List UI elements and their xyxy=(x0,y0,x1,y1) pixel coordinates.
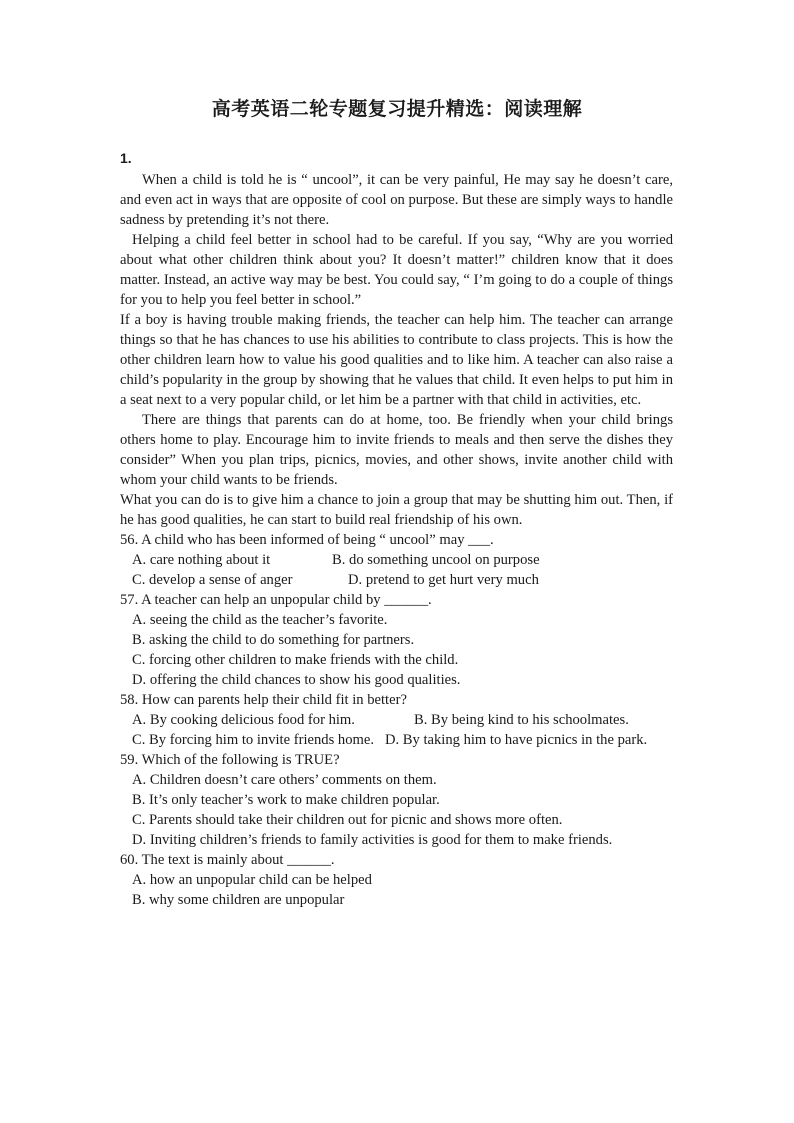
question-57-option-b: B. asking the child to do something for partners. xyxy=(132,632,415,648)
question-56-stem: 56. A child who has been informed of being “ uncool” may ___. xyxy=(120,532,494,548)
question-60-option-b: B. why some children are unpopular xyxy=(132,892,345,908)
question-56-option-d: D. pretend to get hurt very much xyxy=(348,572,539,588)
question-59-stem: 59. Which of the following is TRUE? xyxy=(120,752,340,768)
passage-paragraph-5: What you can do is to give him a chance to join a group that may be shutting him out. Then, if he has good qualities, he can start to build real friendship of his own. xyxy=(120,492,673,528)
question-59-option-d: D. Inviting children’s friends to family activities is good for them to make friends. xyxy=(132,832,613,848)
question-56-option-c: C. develop a sense of anger xyxy=(132,572,293,588)
question-59-option-c: C. Parents should take their children out for picnic and shows more often. xyxy=(132,812,563,828)
question-58-option-a: A. By cooking delicious food for him. xyxy=(132,712,355,728)
question-60-stem: 60. The text is mainly about ______. xyxy=(120,852,335,868)
question-60-option-a: A. how an unpopular child can be helped xyxy=(132,872,372,888)
question-58-option-d: D. By taking him to have picnics in the park. xyxy=(384,732,648,748)
page-title: 高考英语二轮专题复习提升精选：阅读理解 xyxy=(211,98,583,120)
question-56-option-b: B. do something uncool on purpose xyxy=(332,552,540,568)
passage-paragraph-4: There are things that parents can do at home, too. Be friendly when your child brings others home to play. Encourage him to invite friends to meals and then serve the dishes they consider” When you plan trips, picnics, movies, and other shows, invite another child with whom your child wants to be friends. xyxy=(120,412,673,488)
question-59-option-b: B. It’s only teacher’s work to make children popular. xyxy=(132,792,440,808)
question-56-options-row-1 xyxy=(120,550,673,570)
passage-paragraph-1: When a child is told he is “ uncool”, it can be very painful, He may say he doesn’t care, and even act in ways that are opposite of cool on purpose. But these are simply ways to handle sadness by pretending it’s not there. xyxy=(120,172,673,228)
question-57-option-d: D. offering the child chances to show his good qualities. xyxy=(132,672,461,688)
question-59-option-a: A. Children doesn’t care others’ comments on them. xyxy=(132,772,437,788)
question-58-option-c: C. By forcing him to invite friends home. xyxy=(132,732,374,748)
passage-paragraph-3: If a boy is having trouble making friends, the teacher can help him. The teacher can arrange things so that he has chances to use his abilities to contribute to class projects. This is how the other children learn how to value his good qualities and to like him. A teacher can also raise a child’s popularity in the group by showing that he values that child. It even helps to put him in a seat next to a very popular child, or let him be a partner with that child in activities, etc. xyxy=(120,312,673,408)
question-56-option-a: A. care nothing about it xyxy=(132,552,271,568)
question-57-option-a: A. seeing the child as the teacher’s favorite. xyxy=(132,612,388,628)
question-58-options-row-2 xyxy=(120,730,673,750)
reading-content xyxy=(120,170,673,910)
question-58-option-b: B. By being kind to his schoolmates. xyxy=(414,712,629,728)
question-number: 1. xyxy=(120,150,132,166)
question-57-option-c: C. forcing other children to make friends with the child. xyxy=(132,652,459,668)
question-56-options-row-2 xyxy=(120,570,673,590)
question-57-stem: 57. A teacher can help an unpopular child by ______. xyxy=(120,592,432,608)
question-58-stem: 58. How can parents help their child fit in better? xyxy=(120,692,407,708)
question-58-options-row-1 xyxy=(120,710,673,730)
passage-paragraph-2: Helping a child feel better in school had to be careful. If you say, “Why are you worried about what other children think about you? It doesn’t matter!” children know that it does matter. Instead, an active way may be best. You could say, “ I’m going to do a couple of things for you to help you feel better in school.” xyxy=(120,232,673,308)
